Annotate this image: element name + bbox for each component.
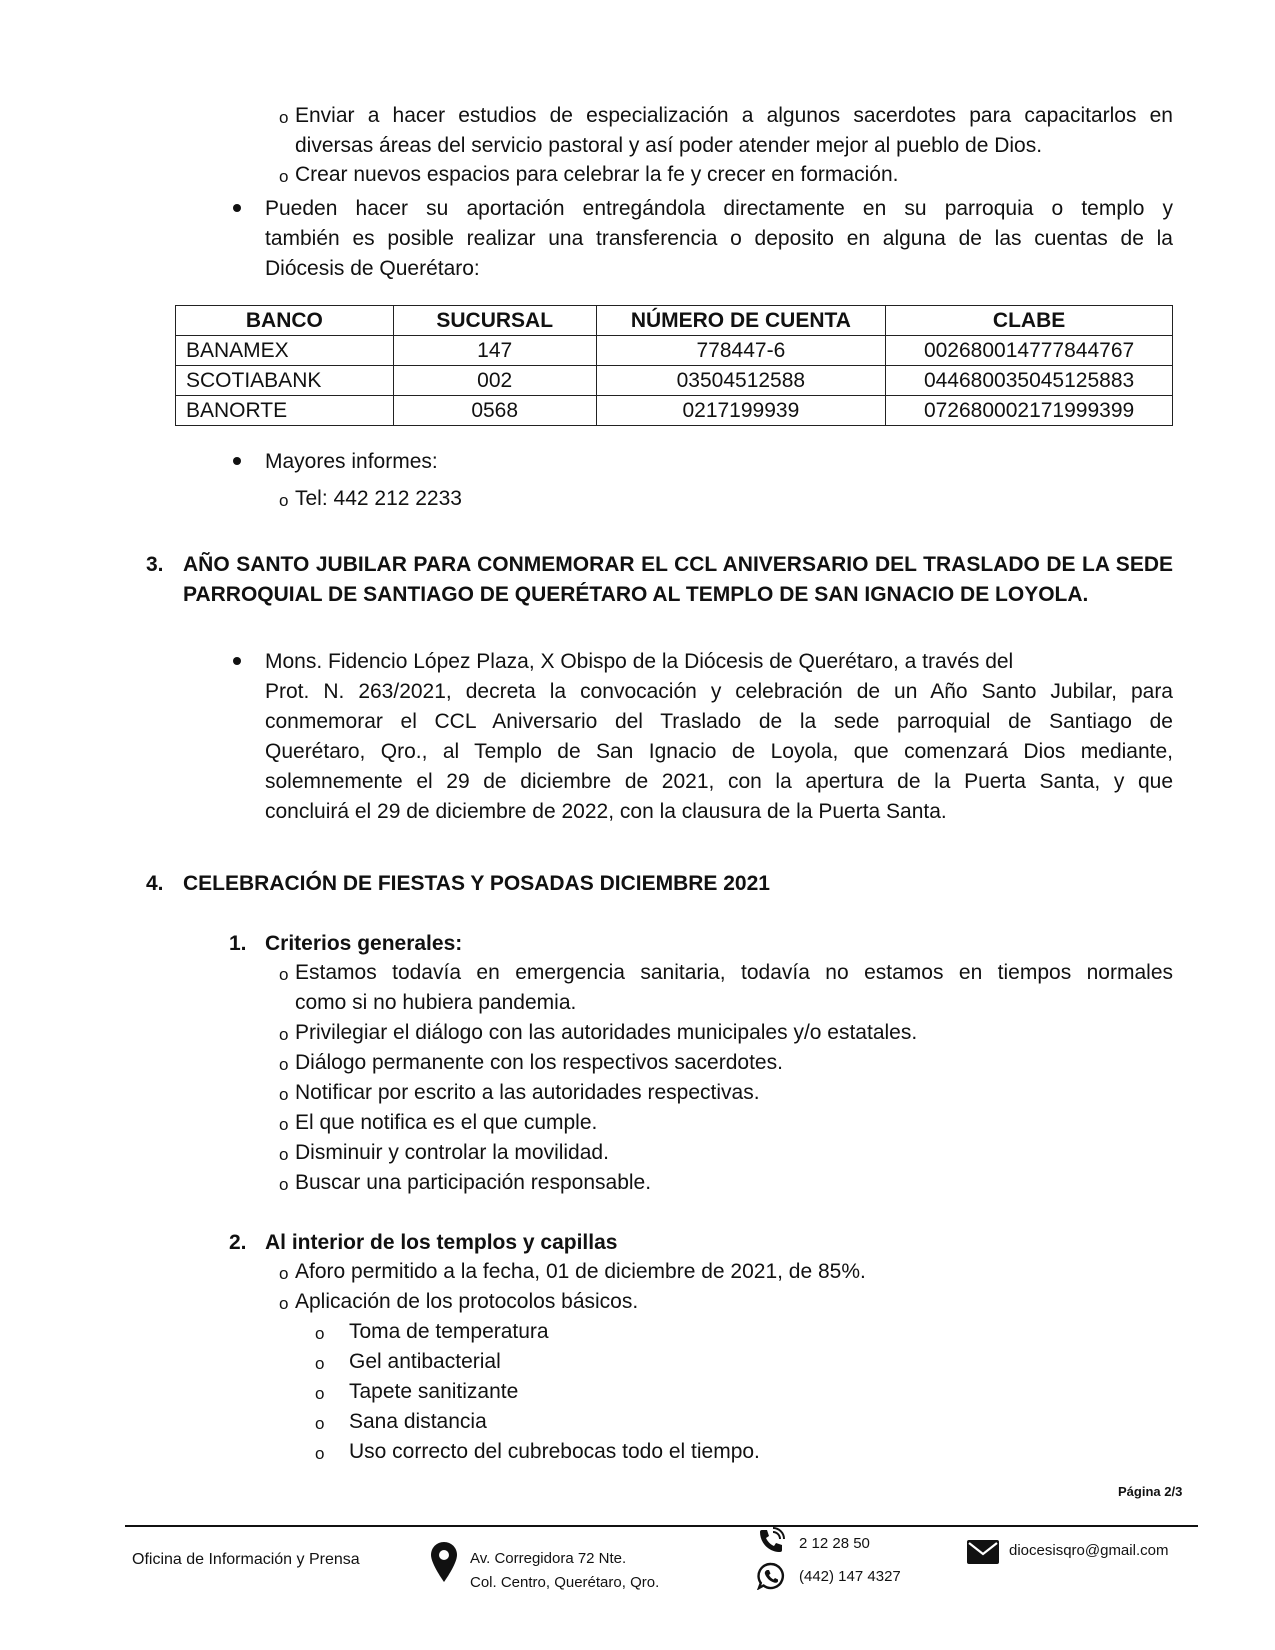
sub-bullet-marker: o [279,491,289,510]
sub-bullet-marker: o [279,1264,289,1283]
list-item-text: Disminuir y controlar la movilidad. [295,1141,609,1164]
section-number: 3. [146,553,164,576]
subsection-title: Criterios generales: [265,932,463,955]
section-title: CELEBRACIÓN DE FIESTAS Y POSADAS DICIEMBRE 2021 [183,872,770,895]
list-item-text: Buscar una participación responsable. [295,1171,652,1194]
bullet-dot [233,657,241,665]
clabe-cell: 072680002171999399 [886,396,1173,426]
paragraph-line: solemnemente el 29 de diciembre de 2021, con la apertura de la Puerta Santa, y que [265,770,1173,793]
whatsapp-icon [757,1562,785,1590]
list-item-text: Aplicación de los protocolos básicos. [295,1290,639,1313]
sub-bullet-marker: o [315,1444,325,1463]
sub-bullet-marker: o [279,1115,289,1134]
list-item-text: diversas áreas del servicio pastoral y así poder atender mejor al pueblo de Dios. [295,134,1043,157]
table-header-row [176,306,1173,336]
section-number: 4. [146,872,164,895]
section-title: AÑO SANTO JUBILAR PARA CONMEMORAR EL CCL ANIVERSARIO DEL TRASLADO DE LA SEDE [183,553,1173,576]
list-item-text: Notificar por escrito a las autoridades respectivas. [295,1081,760,1104]
envelope-icon [967,1540,999,1564]
sub-bullet-marker: o [279,1175,289,1194]
paragraph-line: conmemorar el CCL Aniversario del Traslado de la sede parroquial de Santiago de [265,710,1173,733]
clabe-cell: 044680035045125883 [886,366,1173,396]
footer-phone: (442) 147 4327 [799,1568,901,1585]
branch-cell: 0568 [393,396,596,426]
sub-bullet-marker: o [279,167,289,186]
protocol-item: Tapete sanitizante [349,1380,519,1403]
sub-bullet-marker: o [279,1145,289,1164]
table-header-cell: NÚMERO DE CUENTA [596,306,886,336]
page-number: Página 2/3 [1118,1484,1183,1499]
account-number-cell: 03504512588 [596,366,886,396]
footer-address-line: Col. Centro, Querétaro, Qro. [470,1574,660,1591]
branch-cell: 147 [393,336,596,366]
bullet-dot [233,204,241,212]
sub-bullet-marker: o [315,1324,325,1343]
paragraph-line: Pueden hacer su aportación entregándola directamente en su parroquia o templo y [265,197,1173,220]
list-item-text: Estamos todavía en emergencia sanitaria, todavía no estamos en tiempos normales [295,961,1173,984]
section-title: PARROQUIAL DE SANTIAGO DE QUERÉTARO AL TEMPLO DE SAN IGNACIO DE LOYOLA. [183,583,1089,606]
footer-email: diocesisqro@gmail.com [1009,1542,1169,1559]
subsection-number: 1. [229,932,247,955]
sub-bullet-marker: o [279,965,289,984]
list-item-text: Crear nuevos espacios para celebrar la fe y crecer en formación. [295,163,899,186]
table-header-cell: CLABE [886,306,1173,336]
paragraph-line: Querétaro, Qro., al Templo de San Ignacio de Loyola, que comenzará Dios mediante, [265,740,1173,763]
footer-phone: 2 12 28 50 [799,1535,870,1552]
sub-bullet-marker: o [279,1085,289,1104]
branch-cell: 002 [393,366,596,396]
list-item-text: como si no hubiera pandemia. [295,991,577,1014]
list-item-text: Privilegiar el diálogo con las autoridades municipales y/o estatales. [295,1021,918,1044]
subsection-number: 2. [229,1231,247,1254]
paragraph-line: Mons. Fidencio López Plaza, X Obispo de la Diócesis de Querétaro, a través del [265,650,1014,673]
footer-office: Oficina de Información y Prensa [132,1551,360,1568]
protocol-item: Uso correcto del cubrebocas todo el tiempo. [349,1440,760,1463]
paragraph-line: Prot. N. 263/2021, decreta la convocación y celebración de un Año Santo Jubilar, para [265,680,1173,703]
paragraph-line: también es posible realizar una transferencia o deposito en alguna de las cuentas de la [265,227,1173,250]
bank-name-cell: BANORTE [176,396,394,426]
sub-bullet-marker: o [315,1354,325,1373]
protocol-item: Gel antibacterial [349,1350,501,1373]
table-header-cell: SUCURSAL [393,306,596,336]
informes-phone: Tel: 442 212 2233 [295,487,462,510]
informes-label: Mayores informes: [265,450,438,473]
bank-name-cell: SCOTIABANK [176,366,394,396]
list-item-text: El que notifica es el que cumple. [295,1111,598,1134]
table-row [176,336,1173,366]
clabe-cell: 002680014777844767 [886,336,1173,366]
location-pin-icon [430,1541,458,1583]
bullet-dot [233,457,241,465]
sub-bullet-marker: o [279,1055,289,1074]
bank-accounts-table [175,305,1173,426]
footer-divider [125,1525,1198,1527]
list-item-text: Diálogo permanente con los respectivos sacerdotes. [295,1051,783,1074]
protocol-item: Sana distancia [349,1410,487,1433]
sub-bullet-marker: o [279,1025,289,1044]
paragraph-line: concluirá el 29 de diciembre de 2022, con la clausura de la Puerta Santa. [265,800,947,823]
list-item-text: Enviar a hacer estudios de especialización a algunos sacerdotes para capacitarlos en [295,104,1173,127]
sub-bullet-marker: o [279,108,289,127]
protocol-item: Toma de temperatura [349,1320,549,1343]
sub-bullet-marker: o [315,1414,325,1433]
table-row [176,366,1173,396]
phone-icon [757,1527,785,1555]
sub-bullet-marker: o [315,1384,325,1403]
subsection-title: Al interior de los templos y capillas [265,1231,618,1254]
table-header-cell: BANCO [176,306,394,336]
sub-bullet-marker: o [279,1294,289,1313]
table-row [176,396,1173,426]
list-item-text: Aforo permitido a la fecha, 01 de diciembre de 2021, de 85%. [295,1260,866,1283]
account-number-cell: 0217199939 [596,396,886,426]
account-number-cell: 778447-6 [596,336,886,366]
paragraph-line: Diócesis de Querétaro: [265,257,480,280]
footer-address-line: Av. Corregidora 72 Nte. [470,1550,627,1567]
bank-name-cell: BANAMEX [176,336,394,366]
